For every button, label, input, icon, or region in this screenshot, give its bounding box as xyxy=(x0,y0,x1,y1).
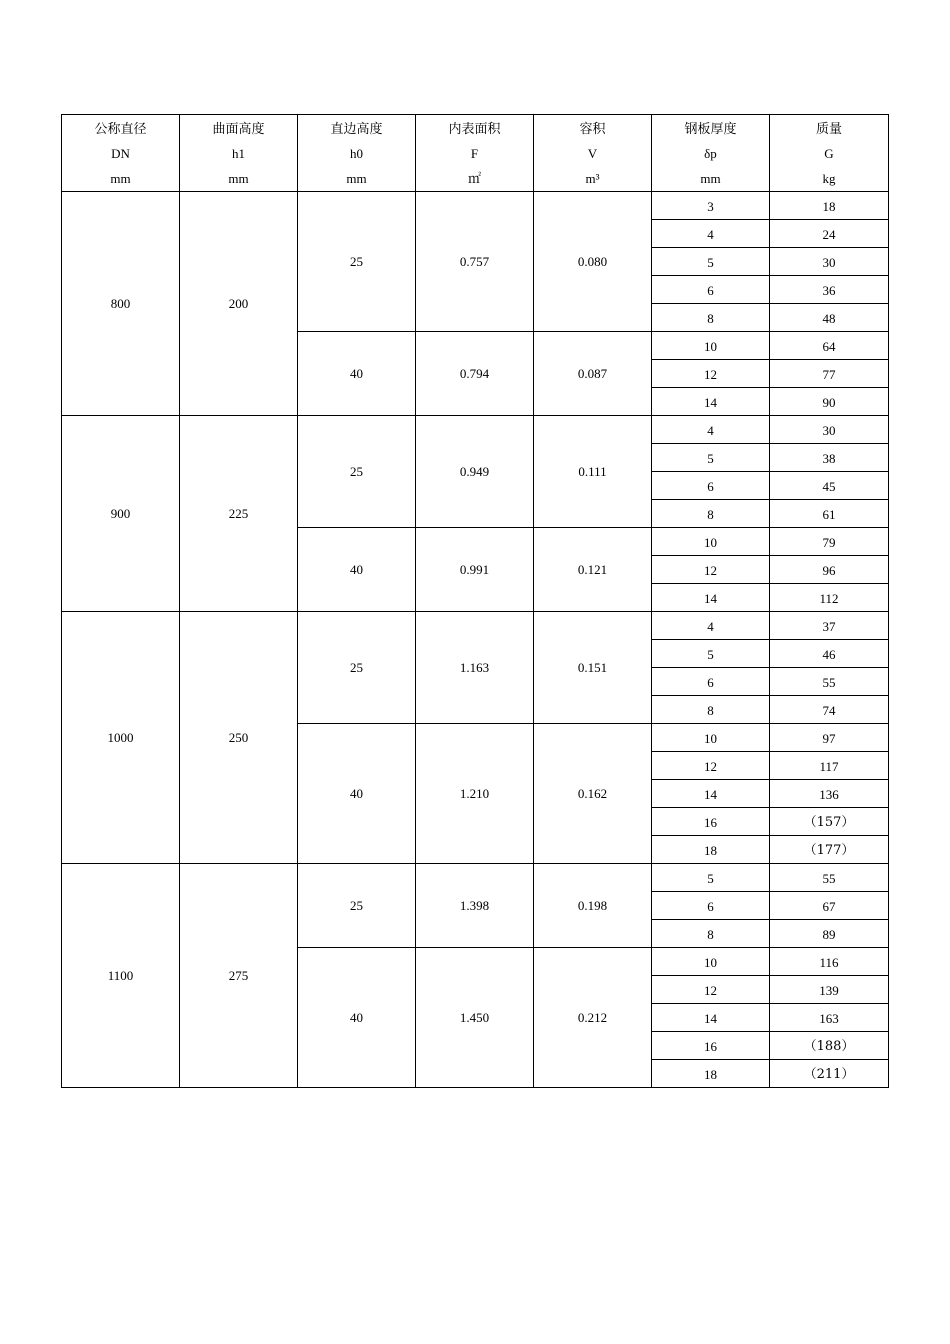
cell-thickness: 3 xyxy=(652,192,770,220)
cell-mass: 48 xyxy=(770,304,889,332)
cell-thickness: 12 xyxy=(652,752,770,780)
cell-thickness: 4 xyxy=(652,220,770,248)
cell-thickness: 14 xyxy=(652,780,770,808)
cell-v: 0.080 xyxy=(534,192,652,332)
cell-thickness: 6 xyxy=(652,668,770,696)
cell-f: 1.450 xyxy=(416,948,534,1088)
cell-dn: 900 xyxy=(62,416,180,612)
cell-mass: （188） xyxy=(770,1032,889,1060)
cell-mass: 96 xyxy=(770,556,889,584)
cell-v: 0.087 xyxy=(534,332,652,416)
header-area xyxy=(416,115,534,192)
header-h1-name: 曲面高度 xyxy=(212,121,265,136)
table-body xyxy=(62,192,889,1088)
cell-v: 0.111 xyxy=(534,416,652,528)
cell-v: 0.198 xyxy=(534,864,652,948)
cell-h1: 200 xyxy=(180,192,298,416)
cell-mass: 61 xyxy=(770,500,889,528)
cell-thickness: 14 xyxy=(652,584,770,612)
header-mass xyxy=(770,115,889,192)
header-h0 xyxy=(298,115,416,192)
cell-mass: （177） xyxy=(770,836,889,864)
cell-h0: 40 xyxy=(298,332,416,416)
table-row xyxy=(62,192,889,220)
cell-dn: 1100 xyxy=(62,864,180,1088)
cell-mass: 46 xyxy=(770,640,889,668)
table-row xyxy=(62,612,889,640)
cell-thickness: 4 xyxy=(652,612,770,640)
cell-h0: 25 xyxy=(298,192,416,332)
header-volume xyxy=(534,115,652,192)
cell-mass: 117 xyxy=(770,752,889,780)
cell-mass: 30 xyxy=(770,248,889,276)
cell-mass: 55 xyxy=(770,864,889,892)
cell-thickness: 10 xyxy=(652,528,770,556)
table-row xyxy=(62,864,889,892)
cell-f: 1.398 xyxy=(416,864,534,948)
cell-dn: 1000 xyxy=(62,612,180,864)
cell-mass: 45 xyxy=(770,472,889,500)
header-thickness xyxy=(652,115,770,192)
header-area-symbol: F xyxy=(470,146,479,161)
cell-mass: 163 xyxy=(770,1004,889,1032)
cell-v: 0.212 xyxy=(534,948,652,1088)
cell-f: 0.757 xyxy=(416,192,534,332)
header-volume-symbol: V xyxy=(587,146,598,161)
cell-h1: 275 xyxy=(180,864,298,1088)
cell-f: 0.794 xyxy=(416,332,534,416)
header-mass-name: 质量 xyxy=(815,121,842,136)
cell-thickness: 8 xyxy=(652,696,770,724)
table-header xyxy=(62,115,889,192)
header-area-unit: ㎡ xyxy=(467,171,481,186)
header-h1 xyxy=(180,115,298,192)
header-h1-symbol: h1 xyxy=(232,146,245,161)
header-thickness-symbol: δp xyxy=(704,146,717,161)
header-thickness-unit: mm xyxy=(700,171,721,186)
header-thickness-name: 钢板厚度 xyxy=(684,121,737,136)
header-dn xyxy=(62,115,180,192)
cell-h0: 40 xyxy=(298,948,416,1088)
cell-h0: 25 xyxy=(298,612,416,724)
cell-f: 0.949 xyxy=(416,416,534,528)
cell-mass: 18 xyxy=(770,192,889,220)
cell-thickness: 5 xyxy=(652,444,770,472)
cell-mass: 30 xyxy=(770,416,889,444)
cell-thickness: 4 xyxy=(652,416,770,444)
header-h0-unit: mm xyxy=(346,171,367,186)
cell-h0: 40 xyxy=(298,528,416,612)
cell-h0: 25 xyxy=(298,416,416,528)
cell-f: 0.991 xyxy=(416,528,534,612)
header-row xyxy=(62,115,889,192)
cell-thickness: 14 xyxy=(652,388,770,416)
cell-f: 1.210 xyxy=(416,724,534,864)
cell-thickness: 10 xyxy=(652,724,770,752)
header-volume-unit: m³ xyxy=(585,171,600,186)
cell-v: 0.151 xyxy=(534,612,652,724)
cell-thickness: 8 xyxy=(652,920,770,948)
cell-mass: 74 xyxy=(770,696,889,724)
cell-h1: 250 xyxy=(180,612,298,864)
cell-thickness: 5 xyxy=(652,864,770,892)
header-h0-name: 直边高度 xyxy=(330,121,383,136)
header-area-name: 内表面积 xyxy=(448,121,501,136)
cell-mass: 37 xyxy=(770,612,889,640)
head-specification-table xyxy=(61,114,889,1088)
cell-mass: 24 xyxy=(770,220,889,248)
cell-mass: 64 xyxy=(770,332,889,360)
cell-thickness: 14 xyxy=(652,1004,770,1032)
cell-mass: 112 xyxy=(770,584,889,612)
cell-thickness: 16 xyxy=(652,1032,770,1060)
cell-v: 0.121 xyxy=(534,528,652,612)
cell-thickness: 10 xyxy=(652,332,770,360)
cell-thickness: 6 xyxy=(652,472,770,500)
cell-thickness: 12 xyxy=(652,360,770,388)
cell-thickness: 12 xyxy=(652,556,770,584)
header-h1-unit: mm xyxy=(228,171,249,186)
cell-mass: 67 xyxy=(770,892,889,920)
cell-mass: 38 xyxy=(770,444,889,472)
table-row xyxy=(62,416,889,444)
cell-thickness: 6 xyxy=(652,276,770,304)
header-mass-symbol: G xyxy=(824,146,834,161)
header-dn-unit: mm xyxy=(110,171,131,186)
cell-thickness: 10 xyxy=(652,948,770,976)
cell-thickness: 5 xyxy=(652,640,770,668)
cell-mass: 97 xyxy=(770,724,889,752)
cell-mass: 139 xyxy=(770,976,889,1004)
cell-thickness: 5 xyxy=(652,248,770,276)
header-h0-symbol: h0 xyxy=(350,146,363,161)
cell-mass: （157） xyxy=(770,808,889,836)
cell-h0: 40 xyxy=(298,724,416,864)
header-mass-unit: kg xyxy=(822,171,836,186)
cell-dn: 800 xyxy=(62,192,180,416)
cell-thickness: 6 xyxy=(652,892,770,920)
cell-f: 1.163 xyxy=(416,612,534,724)
cell-mass: 36 xyxy=(770,276,889,304)
cell-mass: 79 xyxy=(770,528,889,556)
cell-thickness: 12 xyxy=(652,976,770,1004)
cell-mass: 116 xyxy=(770,948,889,976)
cell-v: 0.162 xyxy=(534,724,652,864)
cell-mass: 90 xyxy=(770,388,889,416)
cell-mass: 89 xyxy=(770,920,889,948)
header-dn-name: 公称直径 xyxy=(94,121,147,136)
cell-mass: 136 xyxy=(770,780,889,808)
cell-mass: 55 xyxy=(770,668,889,696)
cell-thickness: 8 xyxy=(652,500,770,528)
cell-mass: （211） xyxy=(770,1060,889,1088)
cell-thickness: 18 xyxy=(652,836,770,864)
cell-mass: 77 xyxy=(770,360,889,388)
cell-h0: 25 xyxy=(298,864,416,948)
cell-thickness: 16 xyxy=(652,808,770,836)
cell-thickness: 18 xyxy=(652,1060,770,1088)
cell-thickness: 8 xyxy=(652,304,770,332)
cell-h1: 225 xyxy=(180,416,298,612)
header-dn-symbol: DN xyxy=(111,146,130,161)
header-volume-name: 容积 xyxy=(579,121,606,136)
